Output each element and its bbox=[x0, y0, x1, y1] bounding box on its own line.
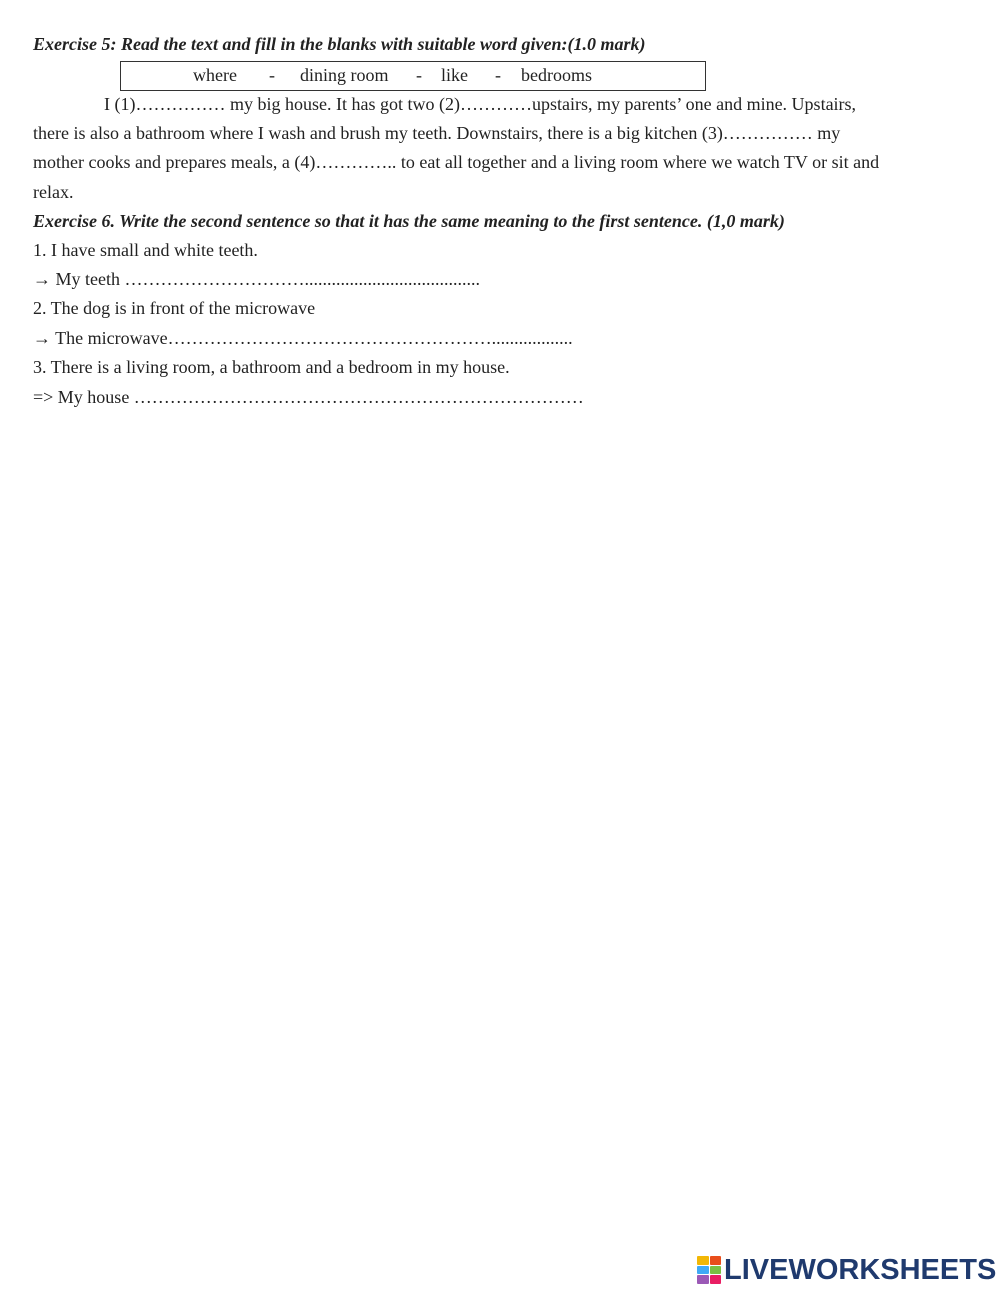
word-option: dining room bbox=[300, 65, 389, 85]
logo-grid-icon bbox=[697, 1256, 721, 1284]
exercise6-sentence-3: 3. There is a living room, a bathroom and a bedroom in my house. bbox=[33, 357, 510, 377]
word-option: bedrooms bbox=[521, 65, 592, 85]
exercise6-sentence-1: 1. I have small and white teeth. bbox=[33, 240, 258, 260]
exercise6-answer-3[interactable]: => My house ………………………………………………………………… bbox=[33, 387, 584, 407]
word-box bbox=[120, 61, 706, 91]
word-option: like bbox=[441, 65, 468, 85]
exercise6-heading: Exercise 6. Write the second sentence so that it has the same meaning to the first sentence. (1,0 mark) bbox=[33, 211, 785, 231]
passage-line: I (1)…………… my big house. It has got two (2)…………upstairs, my parents’ one and mine. Upstairs, bbox=[104, 94, 857, 114]
exercise6-answer-1[interactable]: → My teeth …………………………....................................... bbox=[33, 269, 480, 289]
logo-text: LIVEWORKSHEETS bbox=[724, 1253, 997, 1286]
passage-line: mother cooks and prepares meals, a (4)………….. to eat all together and a living room where we watch TV or sit and bbox=[33, 152, 880, 172]
exercise6-sentence-2: 2. The dog is in front of the microwave bbox=[33, 298, 316, 318]
exercise6-answer-2[interactable]: → The microwave……………………………………………….................. bbox=[33, 328, 573, 348]
exercise5-heading: Exercise 5: Read the text and fill in the blanks with suitable word given:(1.0 mark) bbox=[33, 34, 646, 54]
word-separator: - bbox=[495, 65, 501, 85]
liveworksheets-logo bbox=[697, 1254, 996, 1286]
passage-line: relax. bbox=[33, 182, 74, 202]
word-separator: - bbox=[416, 65, 422, 85]
word-option: where bbox=[193, 65, 237, 85]
word-separator: - bbox=[269, 65, 275, 85]
passage-line: there is also a bathroom where I wash and brush my teeth. Downstairs, there is a big kitchen (3)…………… my bbox=[33, 123, 841, 143]
